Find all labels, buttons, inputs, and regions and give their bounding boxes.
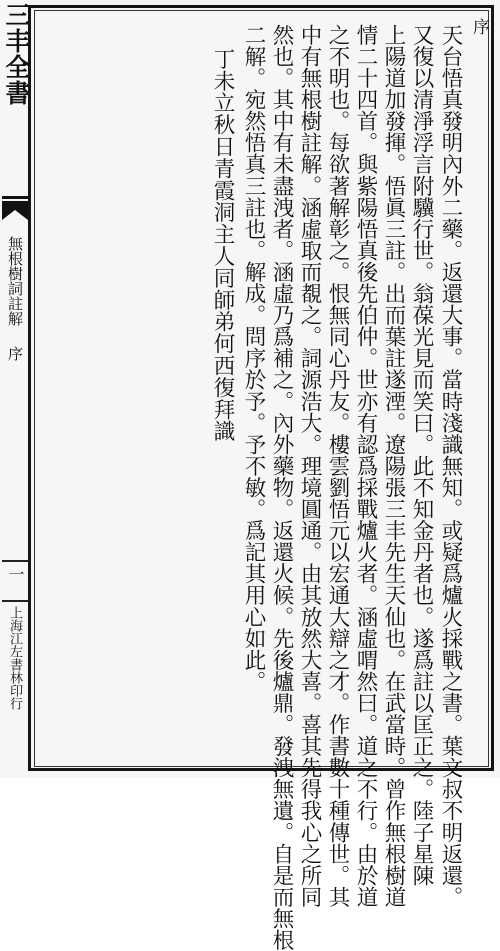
text-column-5: 之不明也。每欲著解彰之。恨無同心丹友。樓雲劉悟元以宏通大辯之才。作書數十種傳世。其 bbox=[325, 24, 350, 908]
page-margin bbox=[0, 0, 30, 778]
section-title-text: 無根樹詞註解 bbox=[6, 236, 24, 326]
margin-divider-lower bbox=[2, 600, 28, 602]
text-column-3: 上陽道加發揮。悟眞三註。出而葉註遂湮。遼陽張三丰先生天仙也。在武當時。曾作無根樹道 bbox=[381, 24, 406, 908]
fishtail-ornament-icon bbox=[2, 196, 28, 224]
text-column-1: 天台悟真發明內外二藥。返還大事。當時淺識無知。或疑爲爐火採戰之書。葉文叔不明返還。 bbox=[438, 24, 463, 908]
text-column-7: 然也。其中有未盡洩者。涵虛乃爲補之。內外藥物。返還火候。先後爐鼎。發洩無遺。自是而無根 bbox=[269, 24, 294, 951]
margin-divider-upper bbox=[2, 560, 28, 562]
section-title bbox=[6, 236, 24, 386]
section-name-text: 序 bbox=[6, 346, 24, 361]
book-title: 三丰全書 bbox=[2, 2, 31, 106]
preface-heading: 序 bbox=[469, 18, 489, 35]
text-column-2: 又復以清淨浮言附驥行世。翁葆光見而笑曰。此不知金丹者也。遂爲註以匡正之。陸子星陳 bbox=[409, 24, 434, 886]
text-column-4: 情二十四首。與紫陽悟真後先伯仲。世亦有認爲採戰爐火者。涵虛喟然曰。道之不行。由於道 bbox=[353, 24, 378, 908]
text-column-6: 中有無根樹註解。涵虛取而覩之。詞源浩大。理境圓通。由其放然大喜。喜其先得我心之所同 bbox=[297, 24, 322, 908]
text-column-8: 二解。宛然悟真三註也。解成。問序於予。予不敏。爲記其用心如此。 bbox=[241, 24, 266, 693]
publisher-imprint: 上海江左書林印行 bbox=[7, 606, 22, 710]
preface-signature: 丁未立秋日青霞洞主人同師弟何西復拜識 bbox=[210, 48, 235, 443]
page-number: 一 bbox=[6, 566, 25, 582]
